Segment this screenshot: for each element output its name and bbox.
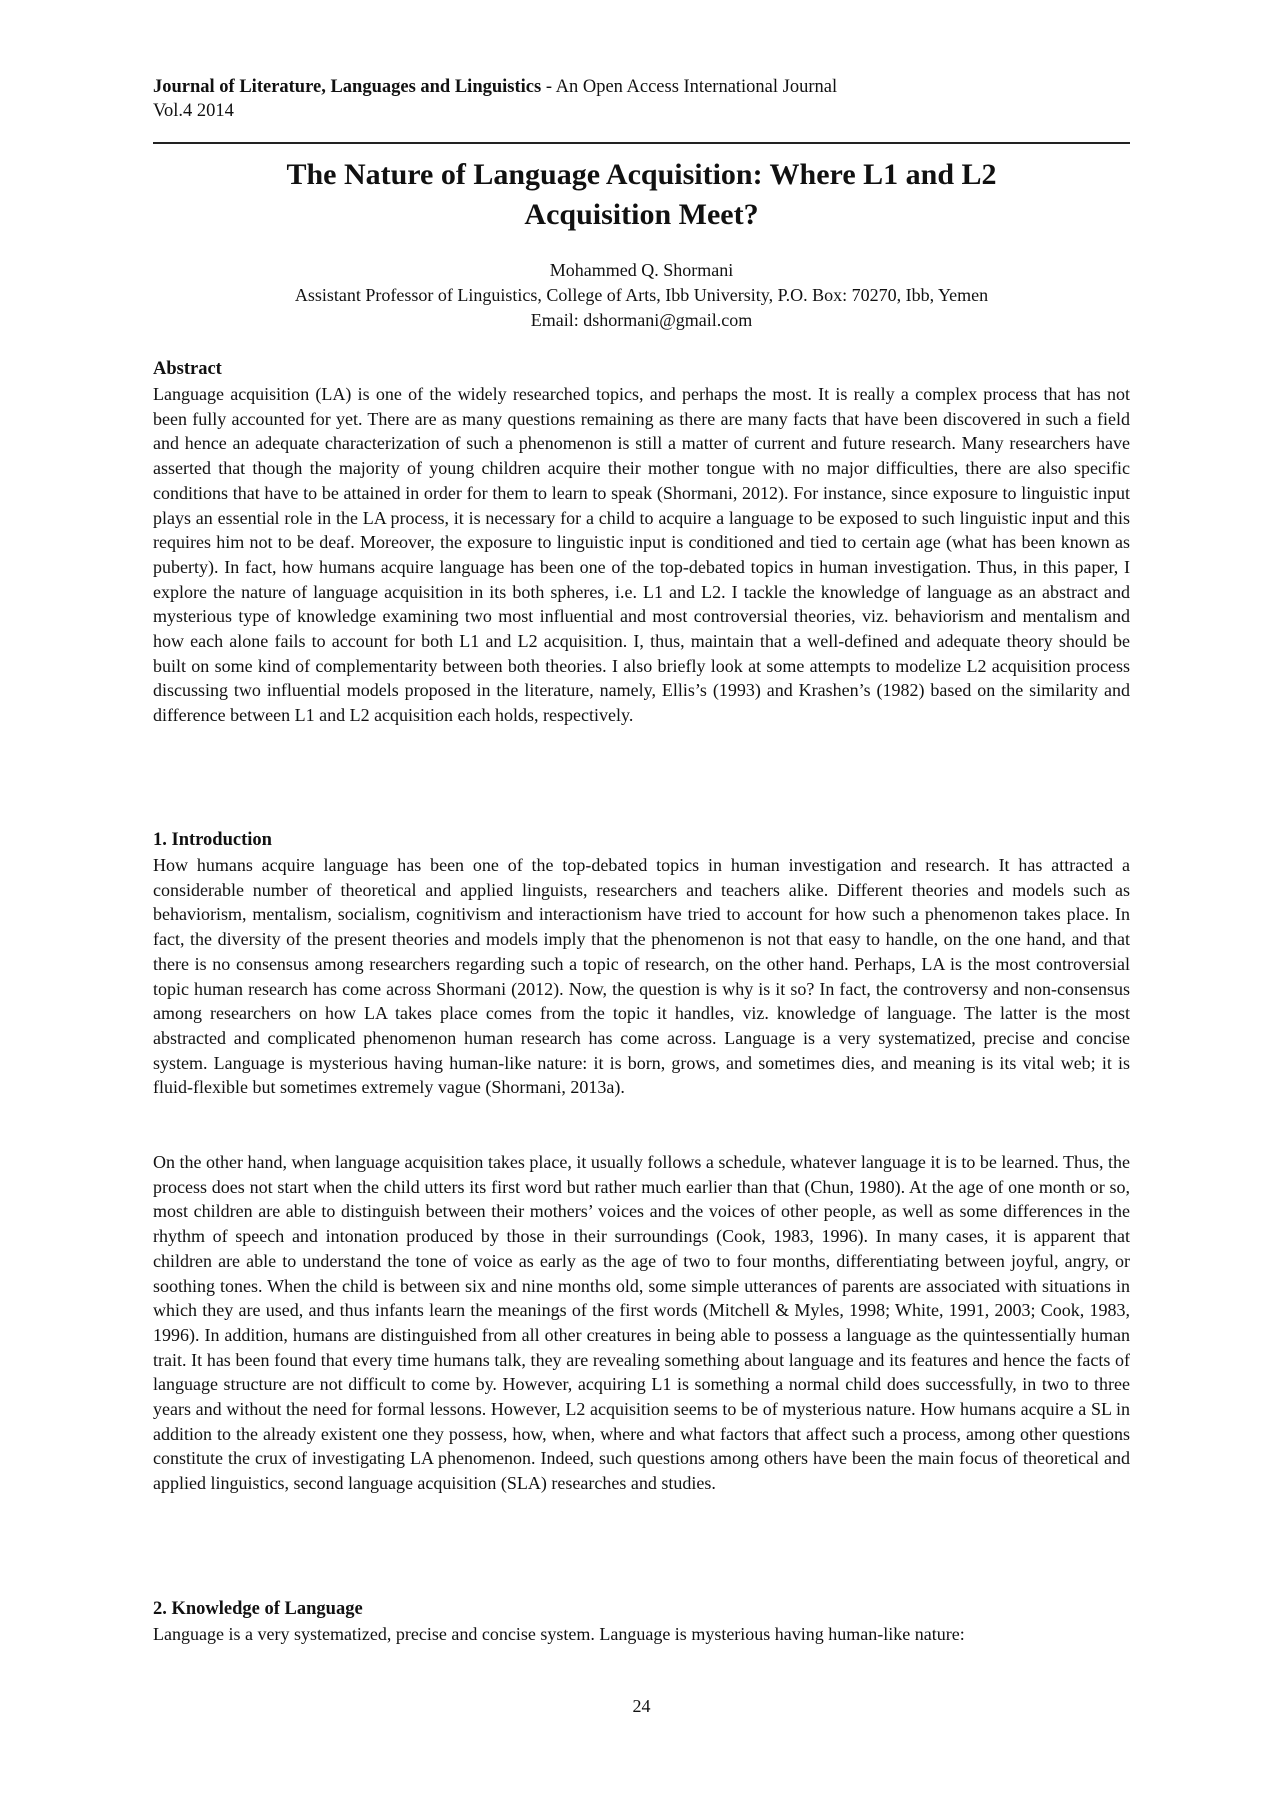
journal-title-line	[153, 75, 837, 99]
journal-tagline: - An Open Access International Journal	[541, 77, 838, 97]
header-rule	[153, 142, 1130, 144]
author-email: Email: dshormani@gmail.com	[530, 310, 753, 330]
author-name: Mohammed Q. Shormani	[549, 260, 734, 280]
introduction-paragraph-2: On the other hand, when language acquisition takes place, it usually follows a schedule, whatever language it is to be learned. Thus, the process does not start when the child utters its first word but rather much earlier than that (Chun, 1980). At the age of one month or so, most children are able to distinguish between their mothers’ voices and the voices of other people, as well as some differences in the rhythm of speech and intonation produced by those in their surroundings (Cook, 1983, 1996). In many cases, it is apparent that children are able to understand the tone of voice as early as the age of two to four months, differentiating between joyful, angry, or soothing tones. When the child is between six and nine months old, some simple utterances of parents are associated with situations in which they are used, and thus infants learn the meanings of the first words (Mitchell & Myles, 1998; White, 1991, 2003; Cook, 1983, 1996). In addition, humans are distinguished from all other creatures in being able to possess a language as the quintessentially human trait. It has been found that every time humans talk, they are revealing something about language and its features and hence the facts of language structure are not difficult to come by. However, acquiring L1 is something a normal child does successfully, in two to three years and without the need for formal lessons. However, L2 acquisition seems to be of mysterious nature. How humans acquire a SL in addition to the already existent one they possess, how, when, where and what factors that affect such a process, among other questions constitute the crux of investigating LA phenomenon. Indeed, such questions among others have been the main focus of theoretical and applied linguistics, second language acquisition (SLA) researches and studies.	[153, 1152, 1130, 1494]
title-line-2: Acquisition Meet?	[524, 198, 759, 231]
abstract-heading: Abstract	[153, 359, 222, 379]
journal-volume: Vol.4 2014	[153, 101, 234, 121]
journal-name: Journal of Literature, Languages and Linguistics	[153, 77, 542, 97]
abstract-text: Language acquisition (LA) is one of the widely researched topics, and perhaps the most. It is really a complex process that has not been fully accounted for yet. There are as many questions remaining as there are many facts that have been discovered in such a field and hence an adequate characterization of such a phenomenon is still a matter of current and future research. Many researchers have asserted that though the majority of young children acquire their mother tongue with no major difficulties, there are also specific conditions that have to be attained in order for them to learn to speak (Shormani, 2012). For instance, since exposure to linguistic input plays an essential role in the LA process, it is necessary for a child to acquire a language to be exposed to such linguistic input and this requires him not to be deaf. Moreover, the exposure to linguistic input is conditioned and tied to certain age (what has been known as puberty). In fact, how humans acquire language has been one of the top-debated topics in human investigation. Thus, in this paper, I explore the nature of language acquisition in its both spheres, i.e. L1 and L2. I tackle the knowledge of language as an abstract and mysterious type of knowledge examining two most influential and most controversial theories, viz. behaviorism and mentalism and how each alone fails to account for both L1 and L2 acquisition. I, thus, maintain that a well-defined and adequate theory should be built on some kind of complementarity between both theories. I also briefly look at some attempts to modelize L2 acquisition process discussing two influential models proposed in the literature, namely, Ellis’s (1993) and Krashen’s (1982) based on the similarity and difference between L1 and L2 acquisition each holds, respectively.	[153, 384, 1130, 726]
journal-header	[153, 75, 837, 123]
paper-title	[153, 155, 1130, 235]
introduction-heading: 1. Introduction	[153, 830, 272, 850]
introduction-paragraph-1: How humans acquire language has been one of the top-debated topics in human investigation and research. It has attracted a considerable number of theoretical and applied linguists, researchers and teachers alike. Different theories and models such as behaviorism, mentalism, socialism, cognitivism and interactionism have tried to account for how such a phenomenon takes place. In fact, the diversity of the present theories and models imply that the phenomenon is not that easy to handle, on the one hand, and that there is no consensus among researchers regarding such a topic of research, on the other hand. Perhaps, LA is the most controversial topic human research has come across Shormani (2012). Now, the question is why is it so? In fact, the controversy and non-consensus among researchers on how LA takes place comes from the topic it handles, viz. knowledge of language. The latter is the most abstracted and complicated phenomenon human research has come across. Language is a very systematized, precise and concise system. Language is mysterious having human-like nature: it is born, grows, and sometimes dies, and meaning is its vital web; it is fluid-flexible but sometimes extremely vague (Shormani, 2013a).	[153, 855, 1130, 1098]
page-number: 24	[632, 1696, 651, 1716]
knowledge-heading: 2. Knowledge of Language	[153, 1599, 363, 1619]
author-affiliation: Assistant Professor of Linguistics, College of Arts, Ibb University, P.O. Box: 70270, Ibb, Yemen	[294, 285, 989, 305]
knowledge-paragraph-1: Language is a very systematized, precise and concise system. Language is mysterious having human-like nature:	[153, 1624, 965, 1644]
author-block	[153, 258, 1130, 333]
title-line-1: The Nature of Language Acquisition: Where L1 and L2	[286, 158, 997, 191]
